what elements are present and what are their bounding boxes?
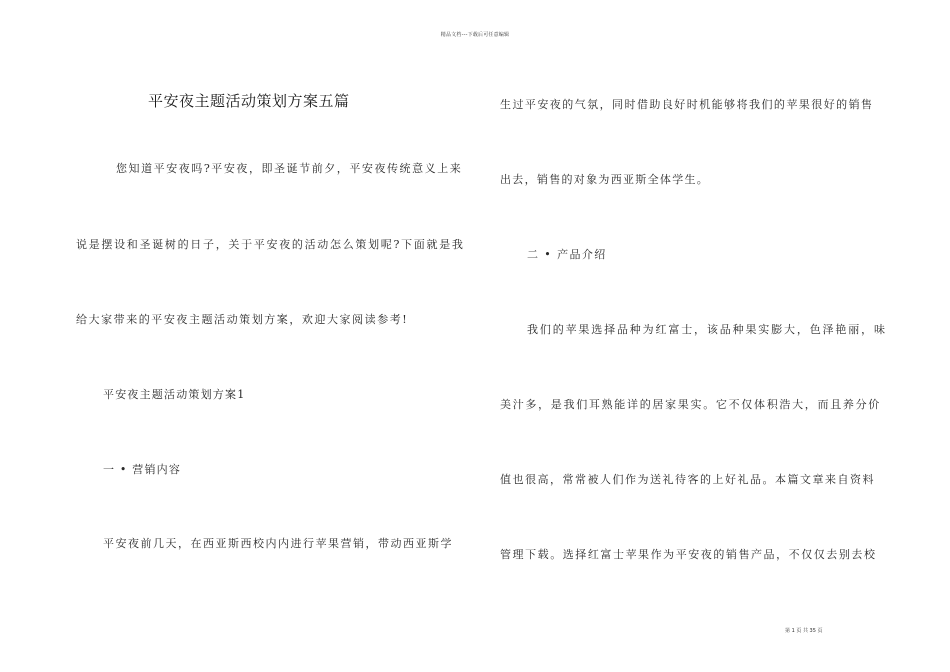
paragraph-line: 值也很高，常常被人们作为送礼待客的上好礼品。本篇文章来自资料	[500, 473, 875, 486]
paragraph-line: 您知道平安夜吗?平安夜，即圣诞节前夕，平安夜传统意义上来	[116, 162, 463, 175]
paragraph-line: 生过平安夜的气氛，同时借助良好时机能够将我们的苹果很好的销售	[500, 98, 874, 111]
paragraph-line: 说是摆设和圣诞树的日子，关于平安夜的活动怎么策划呢?下面就是我	[76, 238, 465, 251]
paragraph-line: 平安夜前几天，在西亚斯西校内内进行苹果营销，带动西亚斯学	[103, 537, 453, 550]
subsection-heading: 二 • 产品介绍	[527, 248, 607, 261]
subsection-heading: 一 • 营销内容	[103, 463, 182, 476]
section-heading: 平安夜主题活动策划方案1	[103, 388, 246, 401]
page-number: 第 1 页 共 35 页	[785, 628, 823, 634]
paragraph-line: 出去，销售的对象为西亚斯全体学生。	[500, 173, 710, 186]
paragraph-line: 美汁多，是我们耳熟能详的居家果实。它不仅体积浩大，而且养分价	[500, 398, 881, 411]
page-header: 精品文档---下载后可任意编辑	[440, 32, 510, 38]
document-title: 平安夜主题活动策划方案五篇	[148, 92, 350, 110]
paragraph-line: 管理下载。选择红富士苹果作为平安夜的销售产品，不仅仅去别去校	[500, 548, 877, 561]
paragraph-line: 我们的苹果选择品种为红富士，该品种果实膨大，色泽艳丽，味	[527, 323, 887, 336]
paragraph-line: 给大家带来的平安夜主题活动策划方案，欢迎大家阅读参考!	[76, 313, 409, 326]
